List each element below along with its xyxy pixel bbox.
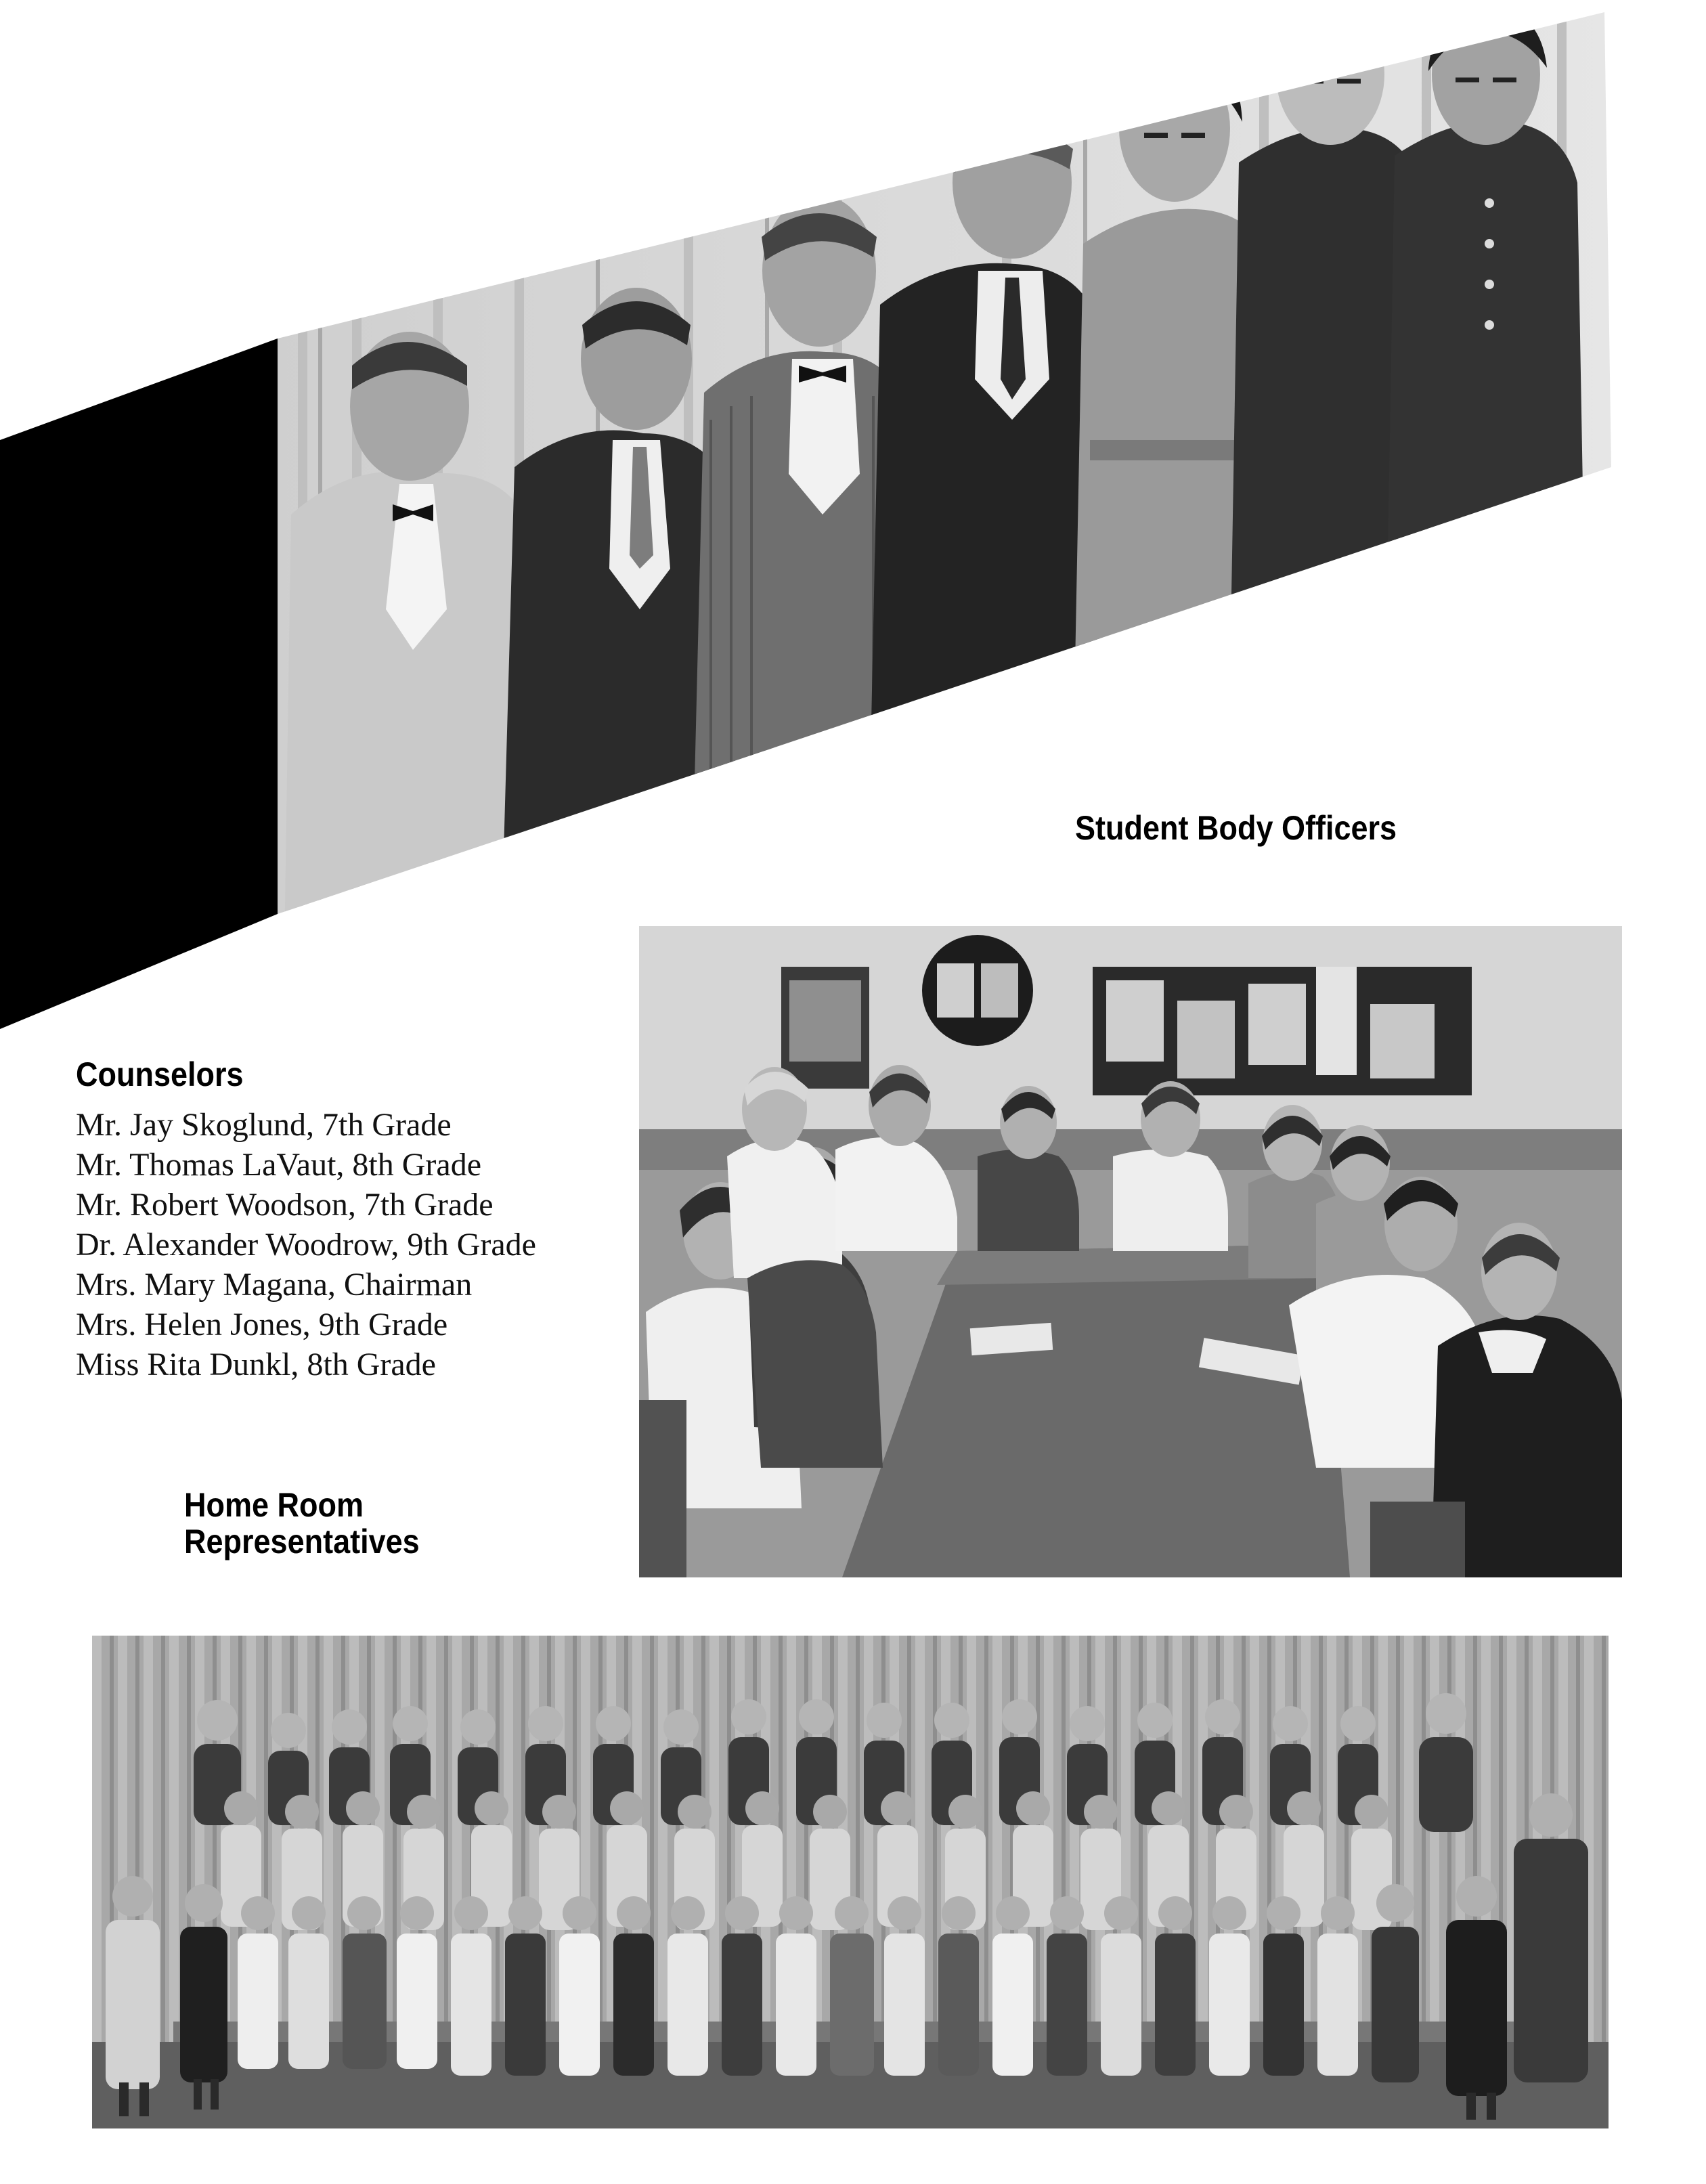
counselors-banner-photo bbox=[0, 0, 1706, 1056]
black-wedge-shape bbox=[0, 338, 278, 1029]
counselors-group-photo bbox=[271, 0, 1625, 948]
counselor-entry: Mrs. Mary Magana, Chairman bbox=[76, 1267, 473, 1303]
counselor-list bbox=[76, 1105, 536, 1384]
counselor-entry: Miss Rita Dunkl, 8th Grade bbox=[76, 1347, 436, 1382]
home-room-representatives-photo bbox=[92, 1636, 1609, 2128]
home-room-representatives-caption bbox=[184, 1487, 420, 1560]
counselors-heading: Counselors bbox=[76, 1055, 244, 1093]
counselor-entry: Dr. Alexander Woodrow, 9th Grade bbox=[76, 1227, 536, 1263]
counselor-entry: Mr. Robert Woodson, 7th Grade bbox=[76, 1187, 494, 1223]
counselor-entry: Mr. Jay Skoglund, 7th Grade bbox=[76, 1107, 452, 1143]
student-body-officers-photo bbox=[639, 926, 1622, 1577]
home-room-caption-line-1: Home Room bbox=[184, 1486, 364, 1524]
home-room-caption-line-2: Representatives bbox=[184, 1523, 420, 1560]
counselor-entry: Mr. Thomas LaVaut, 8th Grade bbox=[76, 1147, 481, 1183]
counselor-entry: Mrs. Helen Jones, 9th Grade bbox=[76, 1307, 448, 1342]
student-body-officers-caption: Student Body Officers bbox=[1075, 809, 1397, 847]
